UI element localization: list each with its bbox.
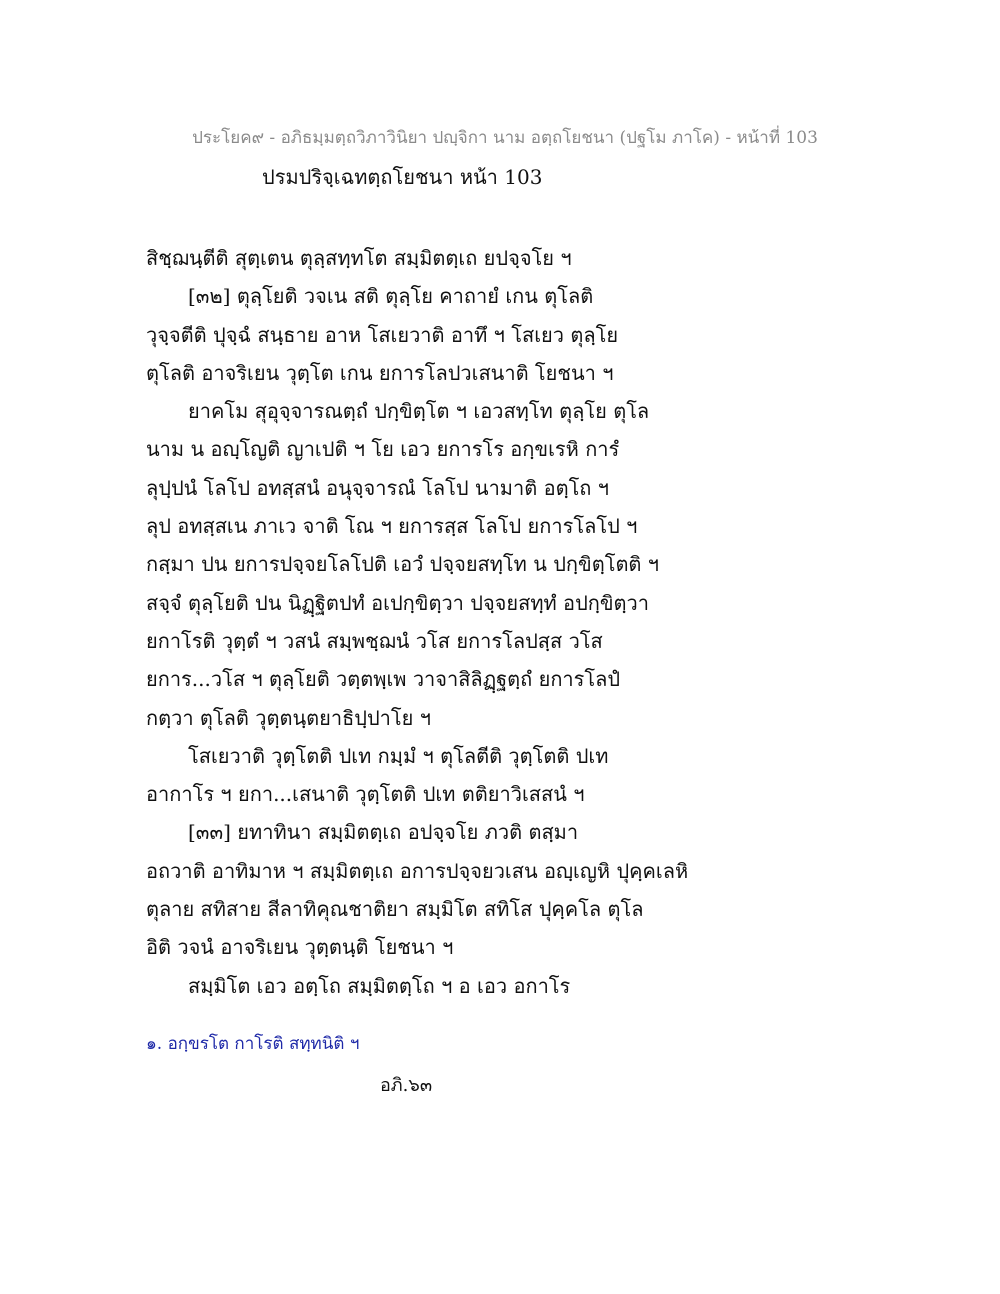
text-line: ยกาโรติ วุตฺตํ ฯ วสนํ สมฺพชฺฌนํ วโส ยการโลปสฺส วโส — [146, 628, 603, 653]
text-line: ลุปฺปนํ โลโป อทสฺสนํ อนุจฺจารณํ โลโป นามาติ อตฺโถ ฯ — [146, 475, 610, 500]
text-line: อิติ วจนํ อาจริเยน วุตฺตนฺติ โยชนา ฯ — [146, 935, 454, 960]
chapter-title: ปรมปริจฺเฉทตฺถโยชนา หน้า 103 — [262, 165, 543, 189]
footnote: ๑. อกฺขรโต กาโรติ สทฺทนิติ ฯ — [146, 1034, 360, 1054]
text-line: ตุโลติ อาจริเยน วุตฺโต เกน ยการโลปวเสนาติ โยชนา ฯ — [146, 360, 614, 385]
text-line: กสฺมา ปน ยการปจฺจยโลโปติ เอวํ ปจฺจยสทฺโท น ปกฺขิตฺโตติ ฯ — [146, 552, 660, 577]
text-line: ตุลาย สทิสาย สีลาทิคุณชาติยา สมฺมิโต สทิโส ปุคฺคโล ตุโล — [146, 897, 644, 922]
body-text — [146, 239, 866, 1005]
text-line: สิชฺฌนฺตีติ สุตฺเตน ตุลฺสทฺทโต สมฺมิตตฺเถ ยปจฺจโย ฯ — [146, 246, 572, 270]
running-header: ประโยค๙ - อภิธมฺมตฺถวิภาวินิยา ปญฺจิกา นาม อตฺถโยชนา (ปฐโม ภาโค) - หน้าที่ 103 — [192, 128, 818, 148]
text-line: ยาคโม สุอุจฺจารณตฺถํ ปกฺขิตฺโต ฯ เอวสทฺโท ตุลฺโย ตุโล — [188, 399, 650, 424]
text-line: ลุป อทสฺสเน ภาเว จาติ โณ ฯ ยการสฺส โลโป ยการโลโป ฯ — [146, 514, 638, 539]
text-line: วุจฺจตีติ ปุจฺฉํ สนฺธาย อาห โสเยวาติ อาทึ ฯ โสเยว ตุลฺโย — [146, 322, 619, 347]
page-reference: อภิ.๖๓ — [380, 1075, 433, 1096]
text-line: สจฺจํ ตุลฺโยติ ปน นิฏฺฐิตปทํ อเปกฺขิตฺวา ปจฺจยสทฺทํ อปกฺขิตฺวา — [146, 590, 649, 615]
text-line: [๓๒] ตุลฺโยติ วจเน สติ ตุลฺโย คาถายํ เกน ตุโลติ — [188, 284, 594, 309]
text-line: โสเยวาติ วุตฺโตติ ปเท กมฺมํ ฯ ตุโลตีติ วุตฺโตติ ปเท — [188, 743, 609, 768]
text-line: อากาโร ฯ ยกา...เสนาติ วุตฺโตติ ปเท ตติยาวิเสสนํ ฯ — [146, 782, 585, 807]
text-line: กตฺวา ตุโลติ วุตฺตนฺตยาธิปฺปาโย ฯ — [146, 705, 431, 730]
text-line: สมฺมิโต เอว อตฺโถ สมฺมิตตฺโถ ฯ อ เอว อกาโร — [188, 973, 571, 998]
text-line: ยการ...วโส ฯ ตุลฺโยติ วตฺตพฺเพ วาจาสิลิฏฺฐตฺถํ ยการโลปํ — [146, 667, 621, 692]
text-line: นาม น อญฺโญติ ญาเปติ ฯ โย เอว ยการโร อกฺขเรหิ การํ — [146, 437, 620, 462]
text-line: [๓๓] ยทาทินา สมฺมิตตฺเถ อปจฺจโย ภวติ ตสฺมา — [188, 820, 579, 845]
text-line: อถวาติ อาทิมาห ฯ สมฺมิตตฺเถ อการปจฺจยวเสน อญฺเญหิ ปุคฺคเลหิ — [146, 858, 689, 883]
